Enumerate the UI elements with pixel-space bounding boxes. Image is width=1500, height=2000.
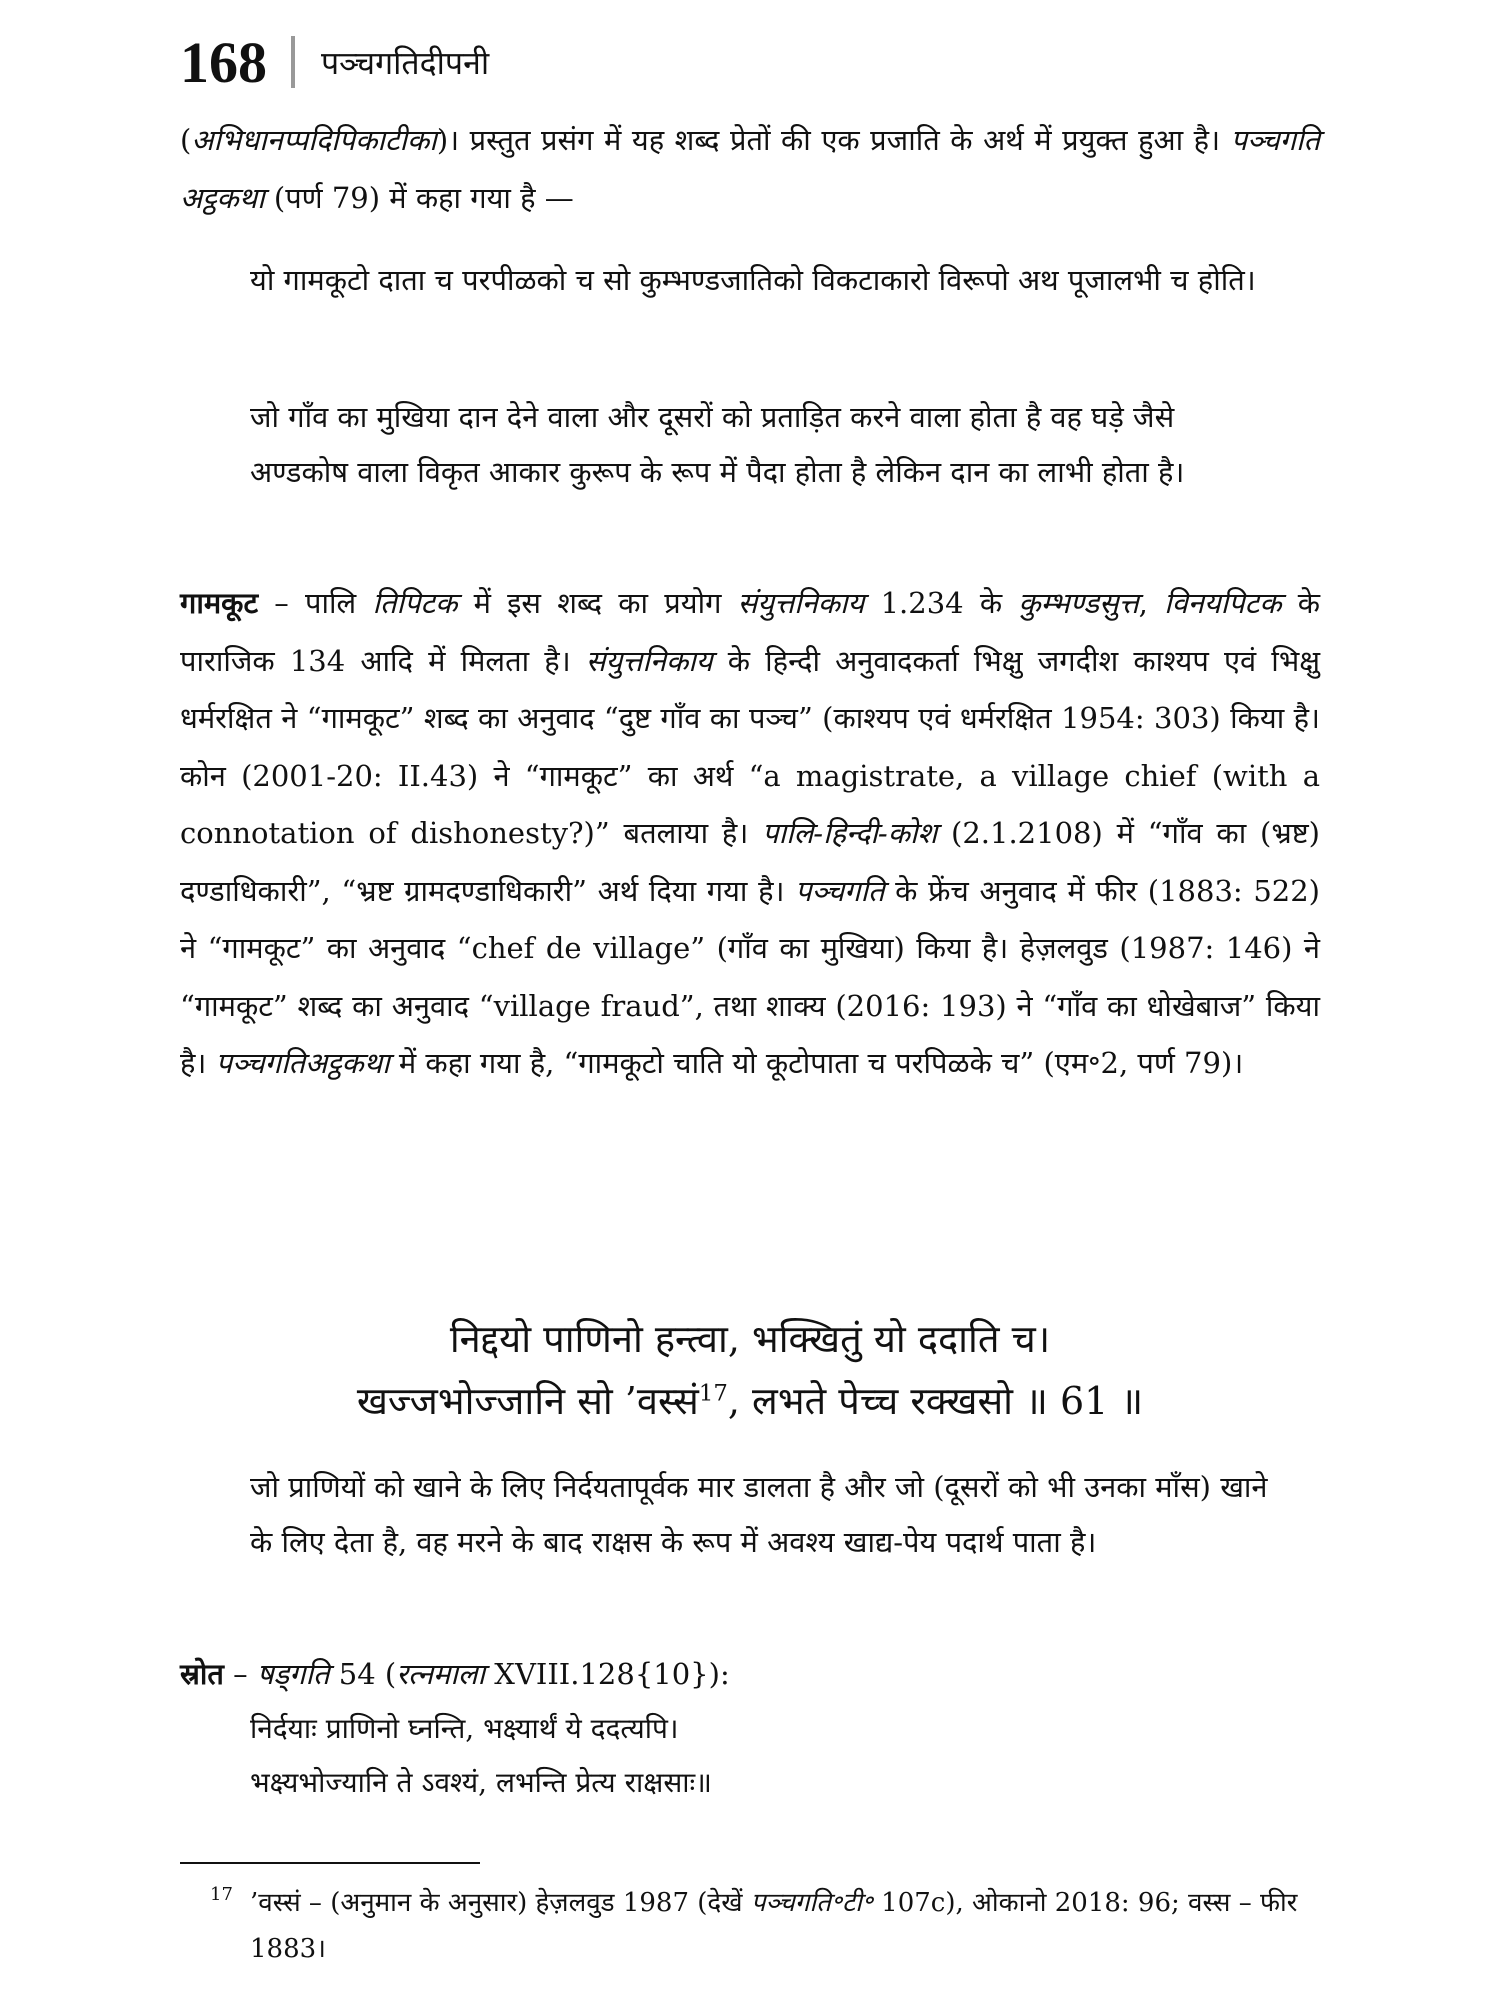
- entry-term: गामकूट: [180, 586, 259, 620]
- source-verse-line-2: भक्ष्यभोज्यानि ते ऽवश्यं, लभन्ति प्रेत्य राक्षसाः॥: [250, 1766, 712, 1799]
- footnote-number: 17: [210, 1884, 233, 1905]
- text-fragment: में इस शब्द का प्रयोग: [457, 586, 738, 620]
- text-fragment: के पाराजिक 134 आदि में मिलता है।: [180, 586, 1321, 678]
- footnote-divider: [180, 1862, 480, 1864]
- work-title: षड्गति: [256, 1657, 330, 1691]
- text-fragment: 107c), ओकानो 2018: 96; वस्स – फीर 1883।: [250, 1888, 1298, 1964]
- source-verse-line-1: निर्दयाः प्राणिनो घ्नन्ति, भक्ष्यार्थं ये ददत्यपि।: [250, 1712, 679, 1745]
- work-title: अभिधानप्पदिपिकाटीका: [191, 123, 437, 157]
- work-title: कुम्भण्डसुत्त: [1018, 586, 1139, 620]
- text-fragment: के फ्रेंच अनुवाद में फीर (1883: 522) ने “गामकूट” का अनुवाद “chef de village” (गाँव का मुखिया) किया है। हेज़लवुड (1987: 146) ने “गामकूट” शब्द का अनुवाद “village fraud”, तथा शाक्य (2016: 193) ने “गाँव का धोखेबाज” किया है।: [180, 873, 1320, 1080]
- work-title: पञ्चगति अट्ठकथा: [180, 123, 1320, 215]
- sanskrit-source-verse: [250, 1702, 1250, 1810]
- text-fragment: )। प्रस्तुत प्रसंग में यह शब्द प्रेतों की एक प्रजाति के अर्थ में प्रयुक्त हुआ है।: [436, 123, 1231, 157]
- work-title: पञ्चगतिअट्ठकथा: [215, 1046, 390, 1080]
- work-title: संयुत्तनिकाय: [585, 643, 713, 678]
- gamakuta-entry: [180, 575, 1320, 1093]
- text-fragment: – पालि: [258, 586, 373, 620]
- running-title: पञ्चगतिदीपनी: [321, 43, 490, 82]
- work-title: पञ्चगति: [795, 873, 885, 908]
- text-fragment: –: [223, 1657, 257, 1691]
- verse-line-1: निद्दयो पाणिनो हन्त्वा, भक्खितुं यो ददाति च।: [449, 1317, 1051, 1361]
- work-title: विनयपिटक: [1164, 586, 1282, 620]
- verse-translation: जो प्राणियों को खाने के लिए निर्दयतापूर्वक मार डालता है और जो (दूसरों को भी उनका माँस) खाने के लिए देता है, वह मरने के बाद राक्षस के रूप में अवश्य खाद्य-पेय पदार्थ पाता है।: [250, 1470, 1268, 1559]
- text-fragment: (2.1.2108) में “गाँव का (भ्रष्ट) दण्डाधिकारी”, “भ्रष्ट ग्रामदण्डाधिकारी” अर्थ दिया गया है।: [180, 816, 1320, 908]
- page-number: 168: [180, 29, 267, 95]
- text-fragment: में कहा गया है, “गामकूटो चाति यो कूटोपाता च परपिळके च” (एम॰2, पर्ण 79)।: [389, 1046, 1244, 1080]
- text-fragment: (पर्ण 79) में कहा गया है —: [264, 180, 574, 215]
- verse-61: [180, 1308, 1320, 1432]
- text-fragment: के हिन्दी अनुवादकर्ता भिक्षु जगदीश काश्यप एवं भिक्षु धर्मरक्षित ने “गामकूट” शब्द का अनुवाद “दुष्ट गाँव का पञ्च” (काश्यप एवं धर्मरक्षित 1954: 303) किया है। कोन (2001-20: II.43) ने “गामकूट” का अर्थ “a magistrate, a village chief (with a connotation of dishonesty?)” बतलाया है।: [180, 643, 1320, 850]
- text-fragment: 1.234 के: [864, 586, 1019, 620]
- text-fragment: (: [180, 123, 192, 157]
- work-title: तिपिटक: [372, 586, 458, 620]
- footnote-text: [250, 1880, 1310, 1972]
- text-fragment: खज्जभोज्जानि सो ’वस्सं: [356, 1379, 699, 1423]
- page-header: [180, 22, 489, 102]
- work-title: पञ्चगति॰टी॰: [750, 1888, 873, 1918]
- verse-line-2: [180, 1370, 1320, 1432]
- footnote-17: [180, 1880, 1320, 1972]
- pali-quote: यो गामकूटो दाता च परपीळको च सो कुम्भण्डजातिको विकटाकारो विरूपो अथ पूजालभी च होति।: [250, 263, 1256, 297]
- work-title: पालि-हिन्दी-कोश: [762, 816, 938, 850]
- footnote-marker: 17: [698, 1380, 728, 1407]
- source-line: [180, 1648, 1320, 1700]
- work-title: संयुत्तनिकाय: [737, 586, 865, 620]
- text-fragment: ’वस्सं – (अनुमान के अनुसार) हेज़लवुड 1987 (देखें: [250, 1888, 751, 1918]
- hindi-quote-translation: जो गाँव का मुखिया दान देने वाला और दूसरों को प्रताड़ित करने वाला होता है वह घड़े जैसे अण्डकोष वाला विकृत आकार कुरूप के रूप में पैदा होता है लेकिन दान का लाभी होता है।: [250, 400, 1185, 489]
- text-fragment: 54 (: [329, 1657, 397, 1691]
- work-title: रत्नमाला: [396, 1657, 486, 1691]
- text-fragment: , लभते पेच्च रक्खसो ॥ 61 ॥: [727, 1379, 1144, 1423]
- text-fragment: XVIII.128{10}):: [485, 1657, 730, 1691]
- text-fragment: ,: [1138, 586, 1165, 620]
- source-label: स्रोत: [180, 1657, 224, 1691]
- header-divider: [291, 36, 295, 88]
- intro-paragraph: [180, 112, 1320, 227]
